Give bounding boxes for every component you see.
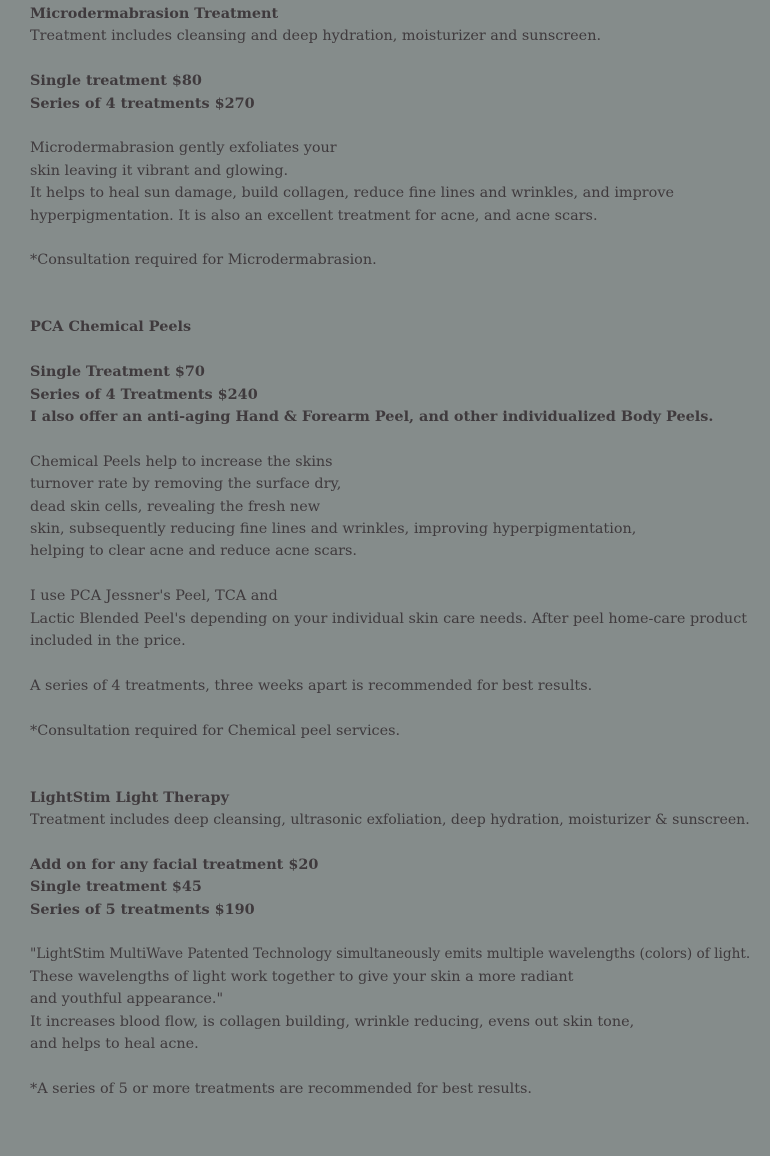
chemical-peels-title: PCA Chemical Peels [30, 318, 192, 336]
services-content [30, 3, 750, 1100]
lightstim-description-line: "LightStim MultiWave Patented Technology simultaneously emits multiple wavelengths (colors) of light. [30, 946, 751, 963]
chemical-peels-description-line: dead skin cells, revealing the fresh new [30, 498, 321, 515]
chemical-peels-section [30, 316, 750, 741]
microdermabrasion-price-single: Single treatment $80 [30, 72, 202, 90]
lightstim-price-single: Single treatment $45 [30, 878, 202, 896]
microdermabrasion-section [30, 3, 750, 272]
microdermabrasion-description-line: skin leaving it vibrant and glowing. [30, 162, 289, 179]
chemical-peels-series-note: A series of 4 treatments, three weeks apart is recommended for best results. [30, 677, 593, 694]
chemical-peels-description-line: helping to clear acne and reduce acne scars. [30, 543, 358, 560]
chemical-peels-description-line: Chemical Peels help to increase the skins [30, 453, 333, 470]
lightstim-series-note: *A series of 5 or more treatments are recommended for best results. [30, 1080, 532, 1097]
lightstim-description-line: These wavelengths of light work together to give your skin a more radiant [30, 968, 574, 985]
lightstim-description-line: and youthful appearance." [30, 991, 224, 1008]
chemical-peels-peel-types-line: Lactic Blended Peel's depending on your individual skin care needs. After peel home-care product included in the price. [30, 610, 748, 649]
lightstim-description-line: It increases blood flow, is collagen building, wrinkle reducing, evens out skin tone, [30, 1013, 635, 1030]
microdermabrasion-consultation-note: *Consultation required for Microdermabrasion. [30, 252, 377, 269]
microdermabrasion-title: Microdermabrasion Treatment [30, 5, 279, 22]
lightstim-price-series: Series of 5 treatments $190 [30, 900, 255, 918]
chemical-peels-body-peels-offer: I also offer an anti-aging Hand & Forearm Peel, and other individualized Body Peels. [30, 408, 714, 426]
lightstim-includes: Treatment includes deep cleansing, ultrasonic exfoliation, deep hydration, moisturizer & sunscreen. [30, 812, 750, 829]
microdermabrasion-price-series: Series of 4 treatments $270 [30, 94, 255, 112]
chemical-peels-peel-types-line: I use PCA Jessner's Peel, TCA and [30, 588, 278, 605]
microdermabrasion-description-line: It helps to heal sun damage, build collagen, reduce fine lines and wrinkles, and improve [30, 185, 674, 202]
microdermabrasion-description-line: hyperpigmentation. It is also an excellent treatment for acne, and acne scars. [30, 207, 598, 224]
lightstim-title: LightStim Light Therapy [30, 788, 229, 806]
chemical-peels-description-line: turnover rate by removing the surface dry, [30, 476, 342, 493]
chemical-peels-price-series: Series of 4 Treatments $240 [30, 385, 258, 403]
chemical-peels-price-single: Single Treatment $70 [30, 363, 205, 381]
lightstim-description-line: and helps to heal acne. [30, 1036, 199, 1053]
chemical-peels-description-line: skin, subsequently reducing fine lines and wrinkles, improving hyperpigmentation, [30, 521, 637, 537]
microdermabrasion-description-line: Microdermabrasion gently exfoliates your [30, 140, 337, 157]
chemical-peels-consultation-note: *Consultation required for Chemical peel services. [30, 722, 401, 739]
microdermabrasion-includes: Treatment includes cleansing and deep hydration, moisturizer and sunscreen. [30, 28, 602, 45]
lightstim-section [30, 787, 750, 1100]
lightstim-price-addon: Add on for any facial treatment $20 [30, 855, 319, 873]
